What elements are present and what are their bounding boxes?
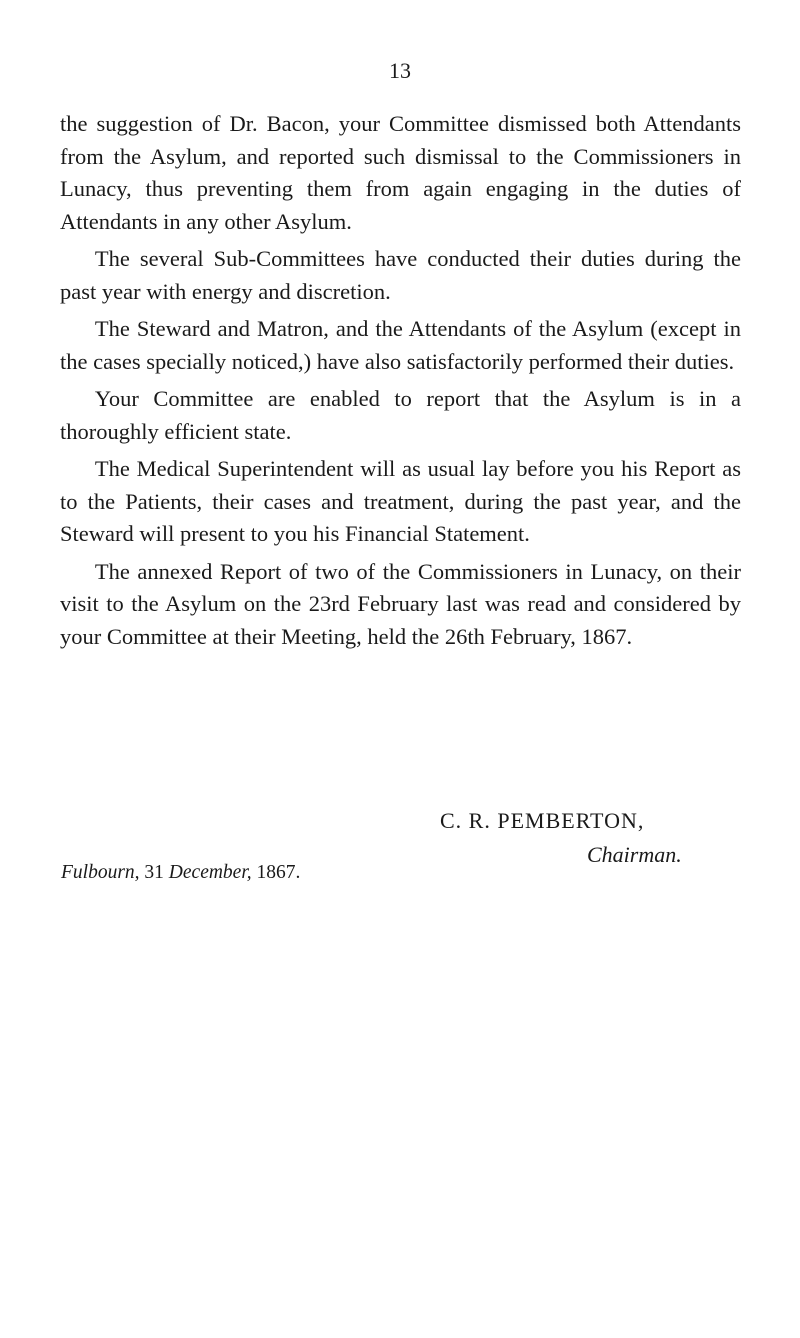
signatory-title: Chairman. bbox=[587, 842, 682, 867]
paragraph-continuation: the suggestion of Dr. Bacon, your Committee dismissed both Attendants from the Asylum, and reported such dismissal to the Commissioners in Lunacy, thus preventing them from again engaging in the duties of Attendants in any other Asylum. bbox=[60, 111, 741, 234]
dateline bbox=[61, 862, 300, 884]
paragraph-sub-committees: The several Sub-Committees have conducted their duties during the past year with energy and discretion. bbox=[60, 246, 741, 304]
dateline-day: 31 bbox=[144, 862, 164, 883]
paragraph-asylum-state: Your Committee are enabled to report that the Asylum is in a thoroughly efficient state. bbox=[60, 386, 741, 444]
page-number: 13 bbox=[389, 58, 411, 83]
dateline-month: December, bbox=[168, 862, 252, 883]
body-text bbox=[60, 108, 741, 658]
paragraph-medical-report: The Medical Superintendent will as usual lay before you his Report as to the Patients, their cases and treatment, during the past year, and the Steward will present to you his Financial Statement. bbox=[60, 456, 741, 546]
paragraph-steward-matron: The Steward and Matron, and the Attendants of the Asylum (except in the cases specially noticed,) have also satisfactorily performed their duties. bbox=[60, 316, 741, 374]
dateline-place: Fulbourn, bbox=[61, 862, 140, 883]
paragraph-commissioners-report: The annexed Report of two of the Commissioners in Lunacy, on their visit to the Asylum on the 23rd February last was read and considered by your Committee at their Meeting, held the 26th February, 1867. bbox=[60, 558, 741, 649]
dateline-year: 1867. bbox=[256, 862, 301, 883]
signatory-name: C. R. PEMBERTON, bbox=[440, 808, 645, 833]
